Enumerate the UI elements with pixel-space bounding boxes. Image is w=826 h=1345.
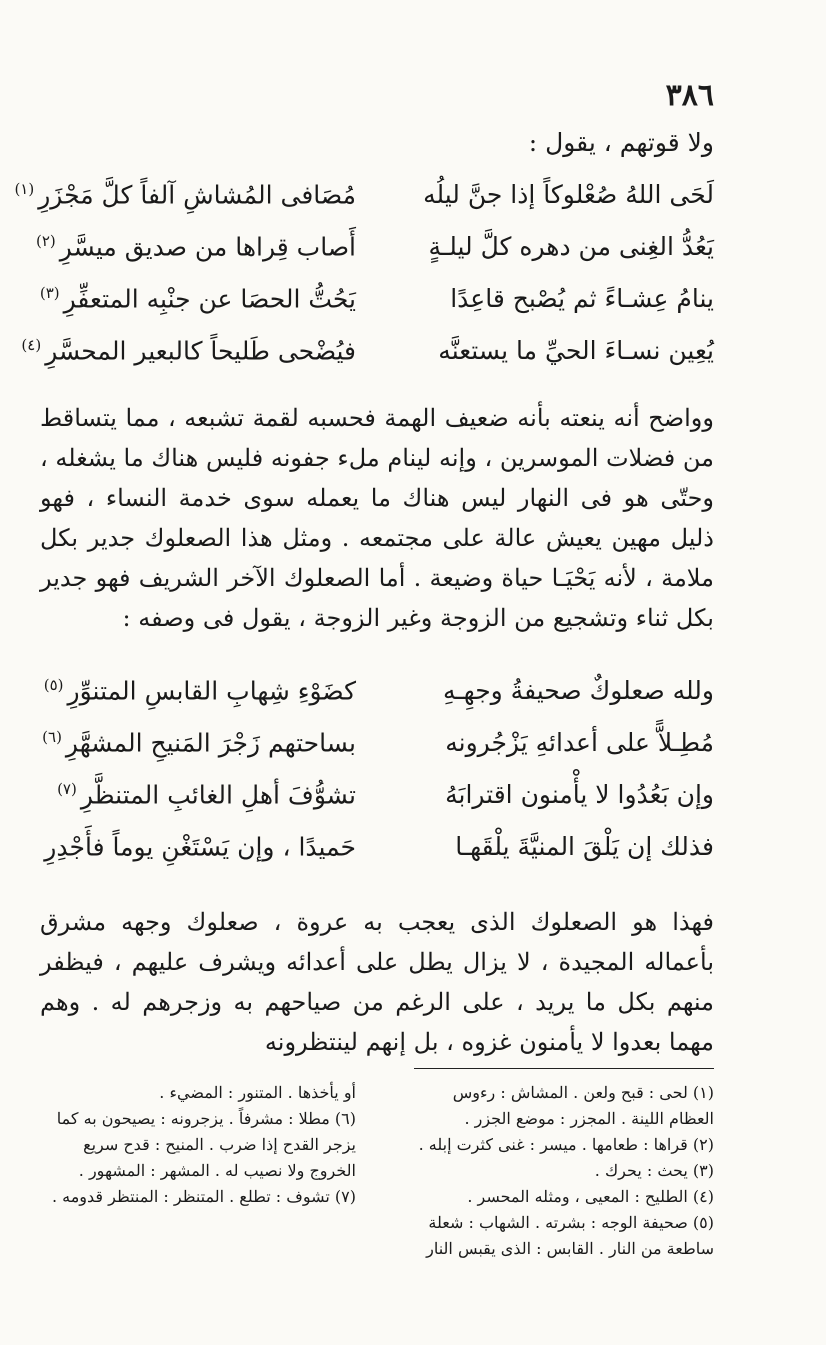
verse-first-hemistich: يَعُدُّ الغِنى من دهره كلَّ ليلـةٍ xyxy=(428,232,714,261)
footnote-marker: (٦) xyxy=(42,728,62,746)
verse-first-hemistich: يُعِين نسـاءَ الحيِّ ما يستعنَّه xyxy=(438,336,714,365)
footnote-marker: (٣) xyxy=(39,284,60,302)
verse-first-hemistich: لَحَى اللهُ صُعْلوكاً إذا جنَّ ليلُه xyxy=(423,180,714,209)
verse xyxy=(0,284,826,336)
footnote: (١) لحى : قبح ولعن . المشاش : رءوس العظام اللينة . المجزر : موضع الجزر . xyxy=(452,1083,714,1128)
footnote-marker: (٢) xyxy=(36,232,56,250)
paragraph-1: وواضح أنه ينعته بأنه ضعيف الهمة فحسبه لقمة تشبعه ، مما يتساقط من فضلات الموسرين ، وإنه لينام ملء جفونه فليس هناك ما يشغله ، وحتّى هو فى النهار ليس هناك ما يعمله سوى خدمة النساء ، فهو ذليل مهين يعيش عالة على مجتمعه . ومثل هذا الصعلوك جدير بكل ملامة ، لأنه يَحْيَـا حياة وضيعة . أما الصعلوك الآخر الشريف فهو جدير بكل ثناء وتشجيع من الزوجة وغير الزوجة ، يقول فى وصفه : xyxy=(40,404,714,632)
footnote: أو يأخذها . المتنور : المضيء . xyxy=(159,1083,356,1102)
verse-second-hemistich: مُصَافى المُشاشِ آلفاً كلَّ مَجْزَرِ$^{(١)}$ xyxy=(14,180,356,210)
footnotes-right-column xyxy=(409,1080,714,1262)
footnote: (٧) تشوف : تطلع . المتنظر : المنتظر قدومه . xyxy=(51,1187,356,1206)
footnote: (٤) الطليح : المعيى ، ومثله المحسر . xyxy=(467,1187,714,1206)
verse-second-hemistich: فيُضْحى طَليحاً كالبعير المحسَّرِ$^{(٤)}$ xyxy=(21,336,356,366)
verse-second-hemistich: أَصاب قِراها من صديق ميسَّرِ$^{(٢)}$ xyxy=(36,232,356,262)
footnote-divider xyxy=(414,1068,714,1069)
verse xyxy=(0,832,826,884)
footnote-marker: (٧) xyxy=(57,780,77,798)
page-number: ٣٨٦ xyxy=(665,78,714,113)
verse-second-hemistich: يَحُتُّ الحصَا عن جنْبِه المتعفِّرِ$^{(٣)}$ xyxy=(39,284,356,314)
verse xyxy=(0,780,826,832)
verse-second-hemistich: حَميدًا ، وإن يَسْتَغْنِ يوماً فأَجْدِرِ xyxy=(44,832,356,862)
footnote-marker: (٥) xyxy=(43,676,64,694)
verse-first-hemistich: فذلك إن يَلْقَ المنيَّةَ يلْقَهـا xyxy=(455,832,714,861)
verse xyxy=(0,180,826,232)
footnotes-left-column xyxy=(38,1080,356,1210)
verse-second-hemistich: بساحتهم زَجْرَ المَنيحِ المشهَّرِ$^{(٦)}$ xyxy=(42,728,356,758)
footnote: (٦) مطلا : مشرفاً . يزجرونه : يصيحون به كما يزجر القدح إذا ضرب . المنيح : قدح سريع الخروج ولا نصيب له . المشهر : المشهور . xyxy=(56,1109,356,1180)
verse xyxy=(0,728,826,780)
footnote: (٥) صحيفة الوجه : بشرته . الشهاب : شعلة ساطعة من النار . القابس : الذى يقبس النار xyxy=(426,1213,714,1258)
footnote: (٣) يحث : يحرك . xyxy=(594,1161,714,1180)
verse-second-hemistich: كضَوْءِ شِهابِ القابسِ المتنوِّرِ$^{(٥)}$ xyxy=(43,676,356,706)
verse xyxy=(0,676,826,728)
verse xyxy=(0,336,826,388)
verse-first-hemistich: وإن بَعُدُوا لا يأْمنون اقترابَهُ xyxy=(445,780,714,809)
verse-first-hemistich: ولله صعلوكٌ صحيفةُ وجهِـهِ xyxy=(442,676,714,705)
verse-first-hemistich: ينامُ عِشـاءً ثم يُصْبح قاعِدًا xyxy=(450,284,714,313)
footnote-marker: (٤) xyxy=(21,336,42,354)
intro-line: ولا قوتهم ، يقول : xyxy=(528,128,714,157)
footnote: (٢) قراها : طعامها . ميسر : غنى كثرت إبله . xyxy=(418,1135,714,1154)
paragraph-2: فهذا هو الصعلوك الذى يعجب به عروة ، صعلوك وجهه مشرق بأعماله المجيدة ، لا يزال يطل على أعدائه ويشرف عليهم ، فيظفر منهم بكل ما يريد ، على الرغم من صياحهم به وزجرهم له . وهم مهما بعدوا لا يأمنون غزوه ، بل إنهم لينتظرونه xyxy=(40,908,715,1056)
verse xyxy=(0,232,826,284)
footnote-marker: (١) xyxy=(14,180,35,198)
verse-second-hemistich: تشوُّفَ أهلِ الغائبِ المتنظَّرِ$^{(٧)}$ xyxy=(57,780,356,810)
verse-first-hemistich: مُطِـلاًّ على أعدائهِ يَزْجُرونه xyxy=(445,728,714,757)
